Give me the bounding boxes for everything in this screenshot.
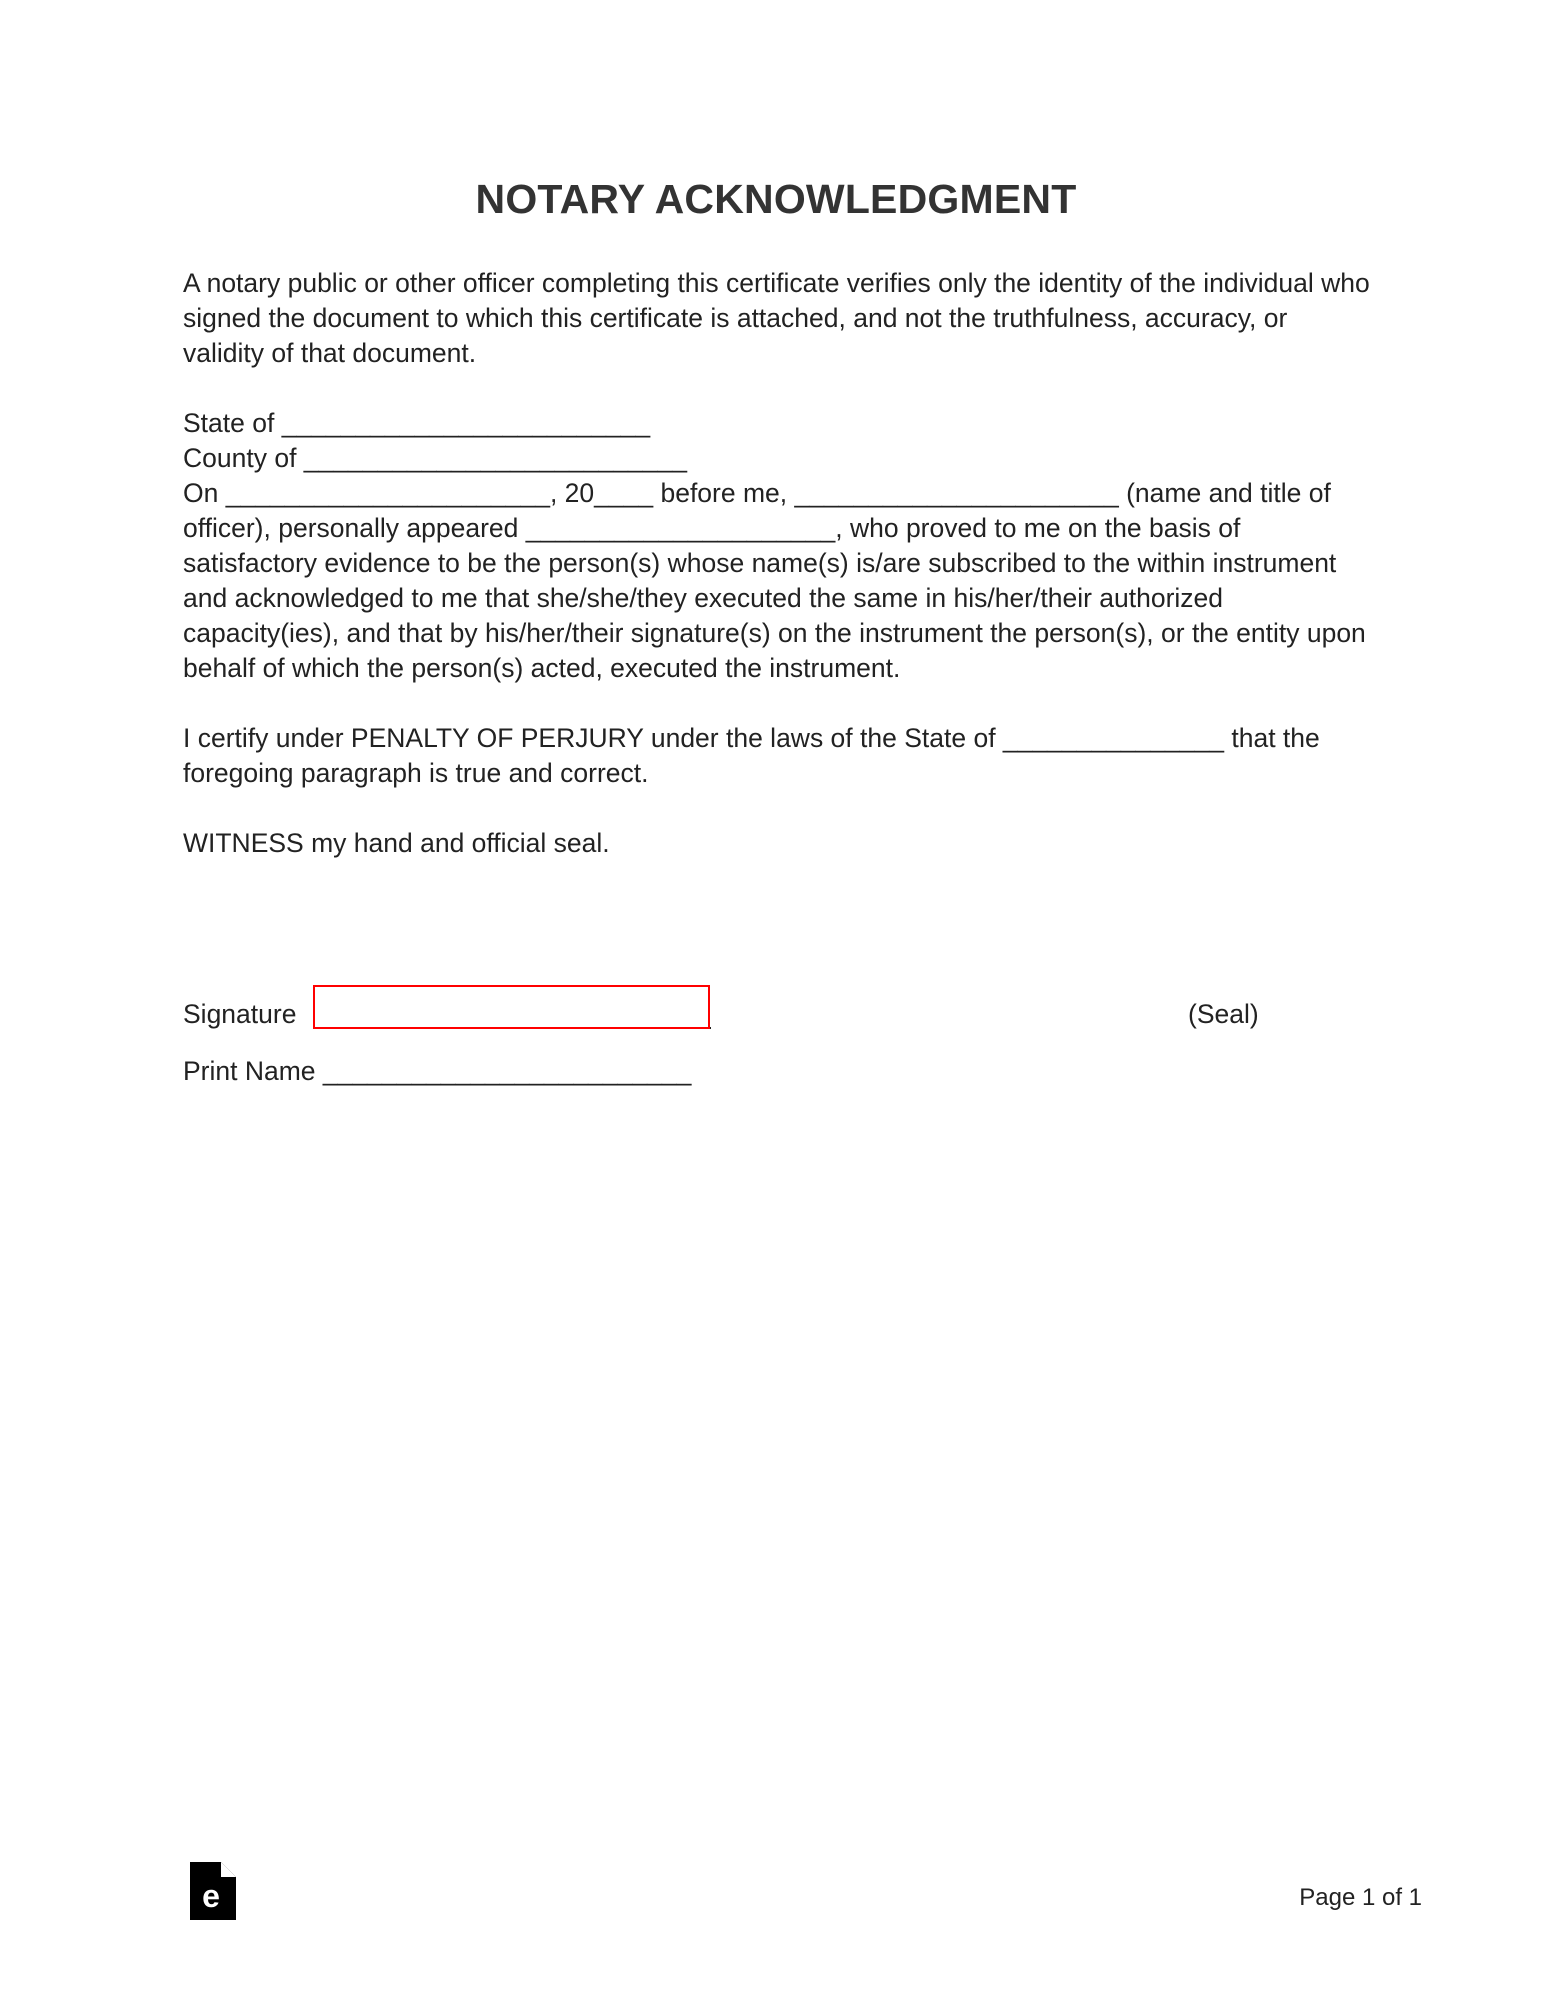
signature-label: Signature (183, 999, 297, 1029)
svg-text:e: e (202, 1878, 220, 1914)
page-indicator: Page 1 of 1 (1299, 1884, 1422, 1911)
acknowledgment-paragraph: On ______________________, 20____ before me, ______________________ (name and title of officer), personally appeared _____________________, who proved to me on the basis of satisfactory evidence to be the person(s) whose name(s) is/are subscribed to the within instrument and acknowledged to me that she/she/they executed the same in his/her/their authorized capacity(ies), and that by his/her/their signature(s) on the instrument the person(s), or the entity upon behalf of which the person(s) acted, executed the instrument. (183, 478, 1366, 683)
print-name-line: Print Name _________________________ (183, 1056, 692, 1086)
state-of-line: State of _________________________ (183, 408, 651, 438)
notary-disclaimer-paragraph: A notary public or other officer completing this certificate verifies only the identity of the individual who signed the document to which this certificate is attached, and not the truthfulness, accuracy, or validity of that document. (183, 268, 1370, 368)
seal-label: (Seal) (1188, 999, 1259, 1029)
eforms-document-icon (190, 1862, 236, 1920)
page-title: NOTARY ACKNOWLEDGMENT (475, 176, 1077, 222)
document-body (183, 266, 1375, 861)
witness-line: WITNESS my hand and official seal. (183, 828, 610, 858)
certification-paragraph: I certify under PENALTY OF PERJURY under the laws of the State of _______________ that the foregoing paragraph is true and correct. (183, 723, 1320, 788)
county-of-line: County of __________________________ (183, 443, 687, 473)
signature-row (183, 983, 1375, 1043)
signature-input[interactable] (313, 985, 710, 1029)
